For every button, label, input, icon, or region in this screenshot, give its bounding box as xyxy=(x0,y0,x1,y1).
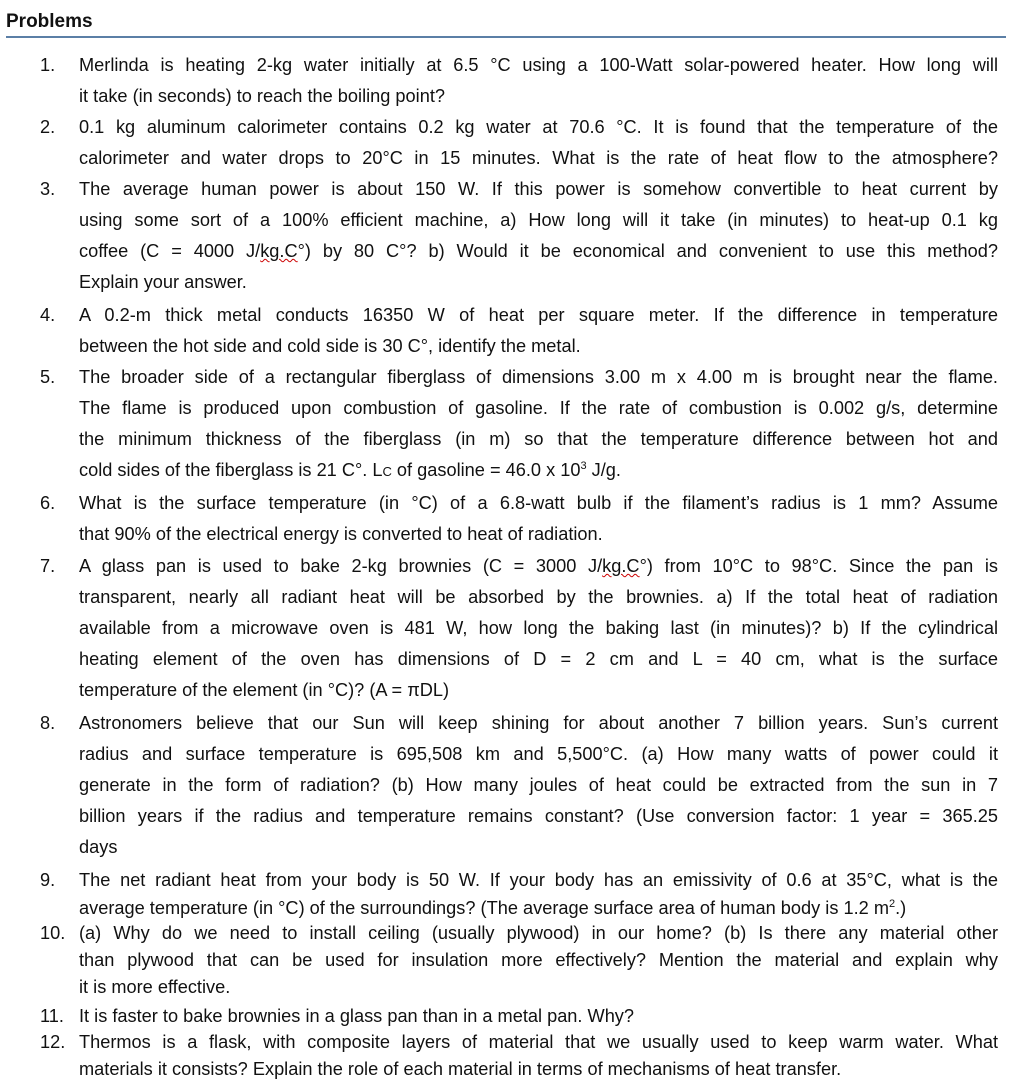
text-run: C xyxy=(382,464,392,479)
text-run: kg.C xyxy=(260,241,298,261)
problem-number: 9. xyxy=(40,870,56,890)
problem-line xyxy=(79,455,998,487)
problem-line: between the hot side and cold side is 30 C°, identify the metal. xyxy=(79,336,581,356)
problem-line: It is faster to bake brownies in a glass pan than in a metal pan. Why? xyxy=(79,1006,635,1026)
problem-line: The net radiant heat from your body is 50 W. If your body has an emissivity of 0.6 at 35°C, what is the xyxy=(79,870,998,890)
problem-text xyxy=(79,112,998,174)
problem-line: that 90% of the electrical energy is converted to heat of radiation. xyxy=(79,524,603,544)
text-run: A glass pan is used to bake 2-kg brownies (C = 3000 J/ xyxy=(79,556,603,576)
problem-number: 2. xyxy=(40,117,56,137)
text-run: .) xyxy=(895,898,907,918)
problem-text xyxy=(79,708,998,863)
problem-line xyxy=(79,894,998,922)
problem-number: 1. xyxy=(40,55,56,75)
problem-line: transparent, nearly all radiant heat will be absorbed by the brownies. a) If the total heat of radiation xyxy=(79,587,998,607)
problem-line: Explain your answer. xyxy=(79,272,247,292)
text-run: of gasoline = 46.0 x 10 xyxy=(391,460,581,480)
text-run: J/g. xyxy=(586,460,621,480)
problem-number: 7. xyxy=(40,556,56,576)
section-title: Problems xyxy=(6,10,1006,38)
problem-line: The broader side of a rectangular fiberglass of dimensions 3.00 m x 4.00 m is brought near the flame. xyxy=(79,367,998,387)
problem-line: Astronomers believe that our Sun will keep shining for about another 7 billion years. Sun’s current xyxy=(79,713,998,733)
problem-text xyxy=(79,551,998,706)
problem-text xyxy=(79,920,998,1001)
superscript: 3 xyxy=(580,459,587,472)
problem-line: temperature of the element (in °C)? (A = πDL) xyxy=(79,680,450,700)
problem-text xyxy=(79,866,998,922)
problem-line: it take (in seconds) to reach the boiling point? xyxy=(79,86,445,106)
text-run: °) from 10°C to 98°C. Since the pan is xyxy=(639,556,998,576)
problem-line: available from a microwave oven is 481 W, how long the baking last (in minutes)? b) If the cylindrical xyxy=(79,618,998,638)
problem-line xyxy=(79,551,998,582)
problem-text xyxy=(79,1003,998,1030)
problem-line: Thermos is a flask, with composite layers of material that we usually used to keep warm water. What xyxy=(79,1032,998,1052)
text-run: cold sides of the fiberglass is 21 C°. L xyxy=(79,460,383,480)
superscript: 2 xyxy=(888,897,896,910)
problem-line: What is the surface temperature (in °C) of a 6.8-watt bulb if the filament’s radius is 1 mm? Assume xyxy=(79,493,998,513)
problem-number: 5. xyxy=(40,367,56,387)
problem-line: generate in the form of radiation? (b) How many joules of heat could be extracted from the sun in 7 xyxy=(79,775,998,795)
text-run: kg.C xyxy=(602,556,640,576)
problem-text xyxy=(79,300,998,362)
problem-number: 6. xyxy=(40,493,56,513)
problem-line: The flame is produced upon combustion of gasoline. If the rate of combustion is 0.002 g/s, determine xyxy=(79,398,998,418)
problem-line: the minimum thickness of the fiberglass (in m) so that the temperature difference between hot and xyxy=(79,429,998,449)
problem-line: materials it consists? Explain the role of each material in terms of mechanisms of heat transfer. xyxy=(79,1059,842,1079)
text-run: coffee (C = 4000 J/ xyxy=(79,241,261,261)
problem-line: heating element of the oven has dimensions of D = 2 cm and L = 40 cm, what is the surface xyxy=(79,649,998,669)
problem-text xyxy=(79,174,998,298)
problem-number: 4. xyxy=(40,305,56,325)
problem-line: radius and surface temperature is 695,508 km and 5,500°C. (a) How many watts of power could it xyxy=(79,744,998,764)
problem-line: The average human power is about 150 W. If this power is somehow convertible to heat current by xyxy=(79,179,998,199)
problem-number: 10. xyxy=(40,923,66,943)
problem-line: days xyxy=(79,837,118,857)
text-run: average temperature (in °C) of the surroundings? (The average surface area of human body is 1.2 m xyxy=(79,898,889,918)
problem-line: billion years if the radius and temperature remains constant? (Use conversion factor: 1 year = 365.25 xyxy=(79,806,998,826)
problem-line: using some sort of a 100% efficient machine, a) How long will it take (in minutes) to heat-up 0.1 kg xyxy=(79,210,998,230)
problem-text xyxy=(79,362,998,487)
text-run: °) by 80 C°? b) Would it be economical and convenient to use this method? xyxy=(297,241,998,261)
problem-text xyxy=(79,1029,998,1083)
problem-line: Merlinda is heating 2-kg water initially at 6.5 °C using a 100-Watt solar-powered heater. How long will xyxy=(79,55,998,75)
problem-line: than plywood that can be used for insulation more effectively? Mention the material and explain why xyxy=(79,950,998,970)
problem-line: calorimeter and water drops to 20°C in 15 minutes. What is the rate of heat flow to the atmosphere? xyxy=(79,148,998,168)
problem-line: it is more effective. xyxy=(79,977,231,997)
problem-text xyxy=(79,488,998,550)
problem-line xyxy=(79,236,998,267)
problem-number: 8. xyxy=(40,713,56,733)
problem-line: (a) Why do we need to install ceiling (usually plywood) in our home? (b) Is there any material other xyxy=(79,923,998,943)
problem-number: 12. xyxy=(40,1032,66,1052)
problem-number: 11. xyxy=(40,1006,64,1026)
problem-line: A 0.2-m thick metal conducts 16350 W of heat per square meter. If the difference in temperature xyxy=(79,305,998,325)
problem-line: 0.1 kg aluminum calorimeter contains 0.2 kg water at 70.6 °C. It is found that the temperature of the xyxy=(79,117,998,137)
problem-text xyxy=(79,50,998,112)
problem-number: 3. xyxy=(40,179,56,199)
